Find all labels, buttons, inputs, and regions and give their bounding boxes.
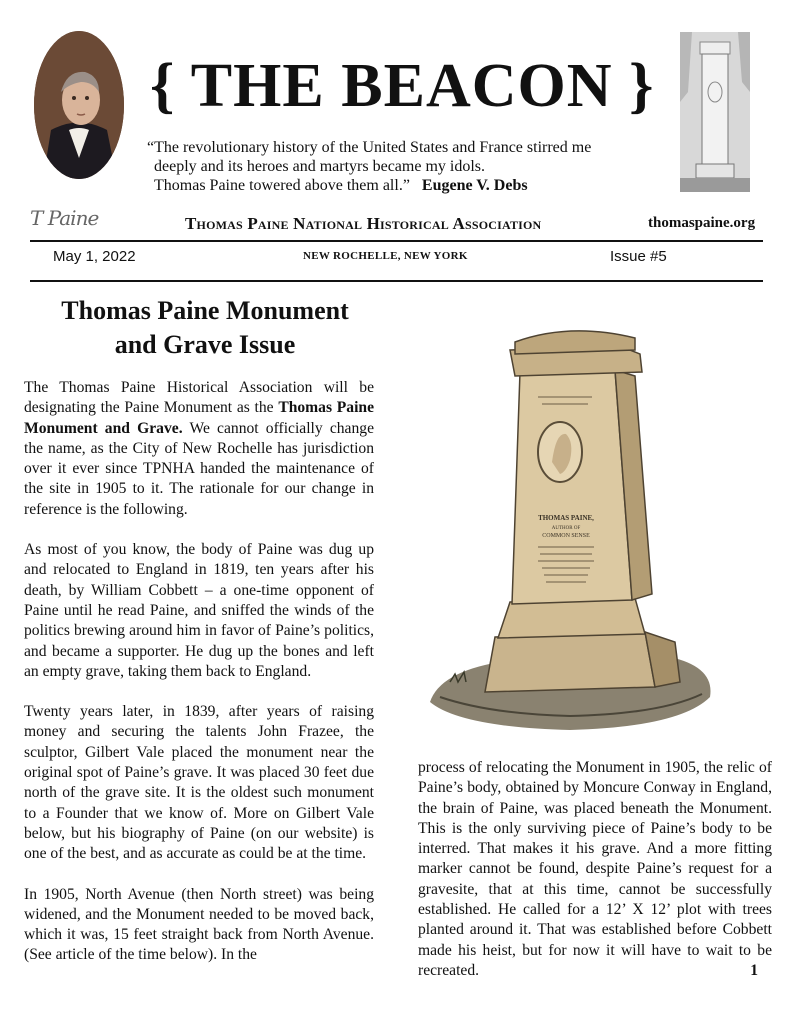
- quote-author: Eugene V. Debs: [421, 177, 528, 194]
- paine-signature: T Paine: [30, 206, 99, 230]
- paragraph: process of relocating the Monument in 1905, the relic of Paine’s body, obtained by Moncure Conway in England, the brain of Paine, was placed beneath the Monument. This is the only surviving piece of Paine’s body to be interred. That makes it his grave. And a more fitting marker cannot be found, despite Paine’s request for a gravesite, that at this time, cannot be successfully established. He called for a 12’ X 12’ plot with trees planted around it. That was established before Cobbett made his heist, but for now it will have to wait to be recreated. 1: [418, 758, 772, 981]
- organization-name: Thomas Paine National Historical Association: [185, 214, 542, 233]
- quote-line: [147, 176, 667, 195]
- thomas-paine-portrait: [33, 30, 125, 180]
- quote-line: “The revolutionary history of the United States and France stirred me: [147, 139, 592, 156]
- monument-illustration: [420, 302, 720, 742]
- inscription-name: THOMAS PAINE,: [538, 514, 594, 522]
- paragraph: The Thomas Paine Historical Association will be designating the Paine Monument as the Thomas Paine Monument and Grave. We cannot officially change the name, as the City of New Rochelle has jurisdiction over it ever since TPNHA handed the maintenance of the site in 1905 to it. The rationale for our change in reference is the following.: [24, 379, 374, 518]
- issue-number: Issue #5: [610, 248, 667, 265]
- article-column-right: [418, 758, 772, 981]
- quote-line-text: Thomas Paine towered above them all.”: [154, 177, 410, 194]
- page-number: 1: [750, 961, 758, 979]
- quote-line: deeply and its heroes and martyrs became my idols.: [154, 158, 486, 175]
- debs-quote: [147, 138, 667, 195]
- location: NEW ROCHELLE, NEW YORK: [303, 250, 468, 262]
- article-column-left: [24, 378, 374, 986]
- headline-line: and Grave Issue: [114, 330, 296, 359]
- paragraph: Twenty years later, in 1839, after years of raising money and securing the talents John Frazee, the sculptor, Gilbert Vale placed the monument near the original spot of Paine’s grave. It was placed 30 feet due north of the grave site. It is the oldest such monument to a Founder that we know of. More on Gilbert Vale below, but his biography of Paine (on our website) is one of the best, and as accurate as could be at the time.: [24, 703, 374, 863]
- paragraph: In 1905, North Avenue (then North street) was being widened, and the Monument needed to be moved back, which it was, 15 feet straight back from North Avenue. (See article of the time below). In the: [24, 885, 374, 964]
- header-divider: [30, 280, 763, 282]
- article-headline: [20, 294, 390, 362]
- newsletter-title: { THE BEACON }: [150, 52, 655, 120]
- paragraph: As most of you know, the body of Paine was dug up and relocated to England in 1819, ten years after his death, by William Cobbett – a one-time opponent of Paine until he read Paine, and sniffed the winds of the politics brewing around him in favor of Paine’s politics, and became a supporter. He dug up the bones and left an empty grave, taking them back to England.: [24, 541, 374, 680]
- monument-photo: [680, 32, 750, 192]
- header-divider: [30, 240, 763, 242]
- issue-date: May 1, 2022: [53, 248, 136, 265]
- headline-line: Thomas Paine Monument: [61, 296, 349, 325]
- inscription-line: AUTHOR OF: [551, 526, 581, 531]
- website-link[interactable]: thomaspaine.org: [648, 215, 756, 231]
- inscription-line: COMMON SENSE: [542, 533, 590, 539]
